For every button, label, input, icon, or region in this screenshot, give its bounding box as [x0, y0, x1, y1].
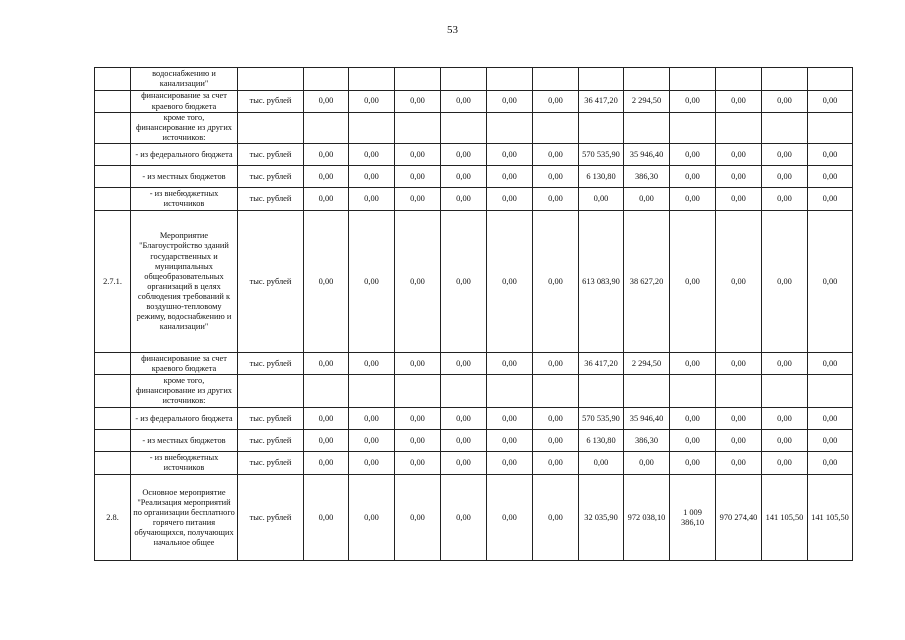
table-row: [95, 408, 853, 430]
value-cell: [395, 113, 441, 144]
table-row: [95, 452, 853, 475]
row-number-cell: 2.7.1.: [95, 211, 131, 353]
value-cell: 0,00: [716, 430, 762, 452]
value-cell: 0,00: [670, 353, 716, 375]
table-row: [95, 91, 853, 113]
value-cell: 2 294,50: [624, 91, 670, 113]
value-cell: [533, 68, 579, 91]
value-cell: 0,00: [808, 211, 853, 353]
description-cell: финансирование за счет краевого бюджета: [131, 353, 238, 375]
value-cell: [304, 113, 349, 144]
value-cell: [579, 68, 624, 91]
value-cell: 0,00: [624, 452, 670, 475]
row-number-cell: [95, 68, 131, 91]
unit-cell: [238, 375, 304, 408]
unit-cell: тыс. рублей: [238, 452, 304, 475]
value-cell: 0,00: [487, 408, 533, 430]
value-cell: 0,00: [441, 166, 487, 188]
value-cell: 6 130,80: [579, 430, 624, 452]
value-cell: [349, 68, 395, 91]
value-cell: [808, 68, 853, 91]
value-cell: 0,00: [808, 91, 853, 113]
table-row: [95, 68, 853, 91]
value-cell: 2 294,50: [624, 353, 670, 375]
value-cell: 0,00: [533, 144, 579, 166]
value-cell: [670, 375, 716, 408]
value-cell: 0,00: [762, 144, 808, 166]
value-cell: 0,00: [304, 452, 349, 475]
value-cell: 0,00: [716, 452, 762, 475]
row-number-cell: [95, 166, 131, 188]
value-cell: 0,00: [533, 452, 579, 475]
value-cell: 0,00: [762, 166, 808, 188]
value-cell: 570 535,90: [579, 408, 624, 430]
value-cell: 0,00: [304, 353, 349, 375]
value-cell: 0,00: [349, 408, 395, 430]
value-cell: 0,00: [716, 166, 762, 188]
value-cell: 0,00: [533, 353, 579, 375]
value-cell: [624, 113, 670, 144]
value-cell: 0,00: [304, 430, 349, 452]
table-row: [95, 375, 853, 408]
value-cell: 0,00: [579, 452, 624, 475]
value-cell: [395, 375, 441, 408]
table-row: [95, 113, 853, 144]
value-cell: [487, 68, 533, 91]
value-cell: 0,00: [487, 353, 533, 375]
value-cell: 0,00: [441, 211, 487, 353]
value-cell: [349, 113, 395, 144]
value-cell: [808, 375, 853, 408]
value-cell: 0,00: [716, 211, 762, 353]
value-cell: 0,00: [487, 452, 533, 475]
value-cell: 0,00: [533, 91, 579, 113]
value-cell: 0,00: [533, 211, 579, 353]
value-cell: 0,00: [441, 452, 487, 475]
value-cell: 0,00: [487, 166, 533, 188]
description-cell: - из федерального бюджета: [131, 144, 238, 166]
description-cell: Основное мероприятие "Реализация мероприятий по организации бесплатного горячего питания обучающихся, получающих начальное общее: [131, 475, 238, 561]
value-cell: 35 946,40: [624, 144, 670, 166]
description-cell: - из внебюджетных источников: [131, 188, 238, 211]
row-number-cell: [95, 408, 131, 430]
value-cell: 35 946,40: [624, 408, 670, 430]
value-cell: 141 105,50: [762, 475, 808, 561]
table-row: [95, 211, 853, 353]
value-cell: 6 130,80: [579, 166, 624, 188]
value-cell: 0,00: [304, 166, 349, 188]
value-cell: 0,00: [670, 452, 716, 475]
value-cell: [716, 375, 762, 408]
value-cell: [441, 68, 487, 91]
value-cell: 1 009 386,10: [670, 475, 716, 561]
value-cell: 0,00: [304, 211, 349, 353]
value-cell: [304, 375, 349, 408]
value-cell: [533, 113, 579, 144]
description-cell: Мероприятие "Благоустройство зданий государственных и муниципальных общеобразовательных организаций в целях соблюдения требований к воздушно-тепловому режиму, водоснабжению и канализации": [131, 211, 238, 353]
value-cell: 0,00: [533, 475, 579, 561]
description-cell: - из местных бюджетов: [131, 166, 238, 188]
unit-cell: тыс. рублей: [238, 188, 304, 211]
value-cell: 386,30: [624, 430, 670, 452]
value-cell: 0,00: [670, 408, 716, 430]
value-cell: 0,00: [304, 91, 349, 113]
value-cell: 0,00: [670, 211, 716, 353]
value-cell: 36 417,20: [579, 353, 624, 375]
unit-cell: тыс. рублей: [238, 408, 304, 430]
value-cell: 0,00: [533, 166, 579, 188]
value-cell: 0,00: [762, 408, 808, 430]
value-cell: [716, 113, 762, 144]
unit-cell: [238, 113, 304, 144]
value-cell: 32 035,90: [579, 475, 624, 561]
value-cell: [670, 68, 716, 91]
value-cell: 0,00: [349, 144, 395, 166]
value-cell: 0,00: [304, 408, 349, 430]
value-cell: 0,00: [808, 166, 853, 188]
value-cell: 0,00: [624, 188, 670, 211]
value-cell: 0,00: [716, 353, 762, 375]
value-cell: 0,00: [808, 144, 853, 166]
value-cell: 0,00: [808, 452, 853, 475]
value-cell: 0,00: [670, 91, 716, 113]
unit-cell: тыс. рублей: [238, 211, 304, 353]
value-cell: 0,00: [395, 452, 441, 475]
value-cell: 0,00: [441, 475, 487, 561]
value-cell: 0,00: [716, 408, 762, 430]
value-cell: 0,00: [349, 211, 395, 353]
unit-cell: тыс. рублей: [238, 91, 304, 113]
unit-cell: тыс. рублей: [238, 144, 304, 166]
value-cell: 0,00: [533, 408, 579, 430]
value-cell: 0,00: [762, 353, 808, 375]
value-cell: [762, 113, 808, 144]
value-cell: [762, 68, 808, 91]
value-cell: [487, 113, 533, 144]
value-cell: 0,00: [441, 144, 487, 166]
value-cell: 0,00: [441, 430, 487, 452]
row-number-cell: 2.8.: [95, 475, 131, 561]
value-cell: 0,00: [395, 188, 441, 211]
value-cell: 0,00: [441, 353, 487, 375]
unit-cell: тыс. рублей: [238, 430, 304, 452]
value-cell: [579, 113, 624, 144]
value-cell: 36 417,20: [579, 91, 624, 113]
value-cell: 0,00: [349, 452, 395, 475]
value-cell: 0,00: [349, 353, 395, 375]
value-cell: 0,00: [670, 166, 716, 188]
value-cell: 0,00: [349, 430, 395, 452]
value-cell: 0,00: [349, 91, 395, 113]
value-cell: 0,00: [395, 144, 441, 166]
value-cell: 0,00: [395, 475, 441, 561]
table-row: [95, 166, 853, 188]
value-cell: [624, 375, 670, 408]
value-cell: 386,30: [624, 166, 670, 188]
value-cell: 0,00: [487, 430, 533, 452]
description-cell: финансирование за счет краевого бюджета: [131, 91, 238, 113]
value-cell: 0,00: [808, 188, 853, 211]
unit-cell: [238, 68, 304, 91]
unit-cell: тыс. рублей: [238, 475, 304, 561]
value-cell: 0,00: [808, 430, 853, 452]
value-cell: 972 038,10: [624, 475, 670, 561]
value-cell: 0,00: [395, 166, 441, 188]
value-cell: [624, 68, 670, 91]
value-cell: 570 535,90: [579, 144, 624, 166]
row-number-cell: [95, 353, 131, 375]
value-cell: 0,00: [670, 144, 716, 166]
value-cell: 141 105,50: [808, 475, 853, 561]
value-cell: 0,00: [533, 188, 579, 211]
value-cell: 0,00: [349, 166, 395, 188]
value-cell: [441, 113, 487, 144]
row-number-cell: [95, 430, 131, 452]
value-cell: 0,00: [395, 408, 441, 430]
value-cell: 0,00: [762, 91, 808, 113]
table-body: [95, 68, 853, 561]
unit-cell: тыс. рублей: [238, 166, 304, 188]
value-cell: 0,00: [487, 475, 533, 561]
description-cell: кроме того, финансирование из других источников:: [131, 375, 238, 408]
page-number: 53: [447, 24, 458, 36]
value-cell: 970 274,40: [716, 475, 762, 561]
value-cell: 0,00: [762, 188, 808, 211]
description-cell: - из внебюджетных источников: [131, 452, 238, 475]
value-cell: 38 627,20: [624, 211, 670, 353]
row-number-cell: [95, 113, 131, 144]
table-row: [95, 144, 853, 166]
value-cell: 0,00: [487, 188, 533, 211]
description-cell: кроме того, финансирование из других источников:: [131, 113, 238, 144]
value-cell: [533, 375, 579, 408]
value-cell: 0,00: [762, 430, 808, 452]
value-cell: [395, 68, 441, 91]
value-cell: 0,00: [716, 144, 762, 166]
table-row: [95, 430, 853, 452]
table-row: [95, 353, 853, 375]
row-number-cell: [95, 452, 131, 475]
value-cell: 0,00: [533, 430, 579, 452]
value-cell: 0,00: [395, 430, 441, 452]
value-cell: 0,00: [808, 353, 853, 375]
value-cell: [670, 113, 716, 144]
value-cell: 0,00: [304, 188, 349, 211]
value-cell: 0,00: [304, 144, 349, 166]
value-cell: 0,00: [349, 188, 395, 211]
value-cell: 0,00: [716, 91, 762, 113]
value-cell: 0,00: [716, 188, 762, 211]
value-cell: 0,00: [487, 144, 533, 166]
table-row: [95, 188, 853, 211]
value-cell: 0,00: [441, 408, 487, 430]
value-cell: 613 083,90: [579, 211, 624, 353]
row-number-cell: [95, 144, 131, 166]
value-cell: 0,00: [762, 452, 808, 475]
value-cell: 0,00: [762, 211, 808, 353]
value-cell: [762, 375, 808, 408]
description-cell: - из федерального бюджета: [131, 408, 238, 430]
value-cell: 0,00: [395, 211, 441, 353]
value-cell: 0,00: [304, 475, 349, 561]
value-cell: 0,00: [808, 408, 853, 430]
value-cell: 0,00: [579, 188, 624, 211]
value-cell: 0,00: [395, 353, 441, 375]
value-cell: 0,00: [487, 91, 533, 113]
value-cell: [808, 113, 853, 144]
value-cell: [716, 68, 762, 91]
table-row: [95, 475, 853, 561]
unit-cell: тыс. рублей: [238, 353, 304, 375]
budget-table: [94, 67, 853, 561]
value-cell: 0,00: [349, 475, 395, 561]
row-number-cell: [95, 91, 131, 113]
row-number-cell: [95, 188, 131, 211]
description-cell: водоснабжению и канализации": [131, 68, 238, 91]
value-cell: 0,00: [441, 91, 487, 113]
value-cell: [304, 68, 349, 91]
value-cell: [349, 375, 395, 408]
value-cell: [487, 375, 533, 408]
value-cell: 0,00: [441, 188, 487, 211]
value-cell: 0,00: [395, 91, 441, 113]
value-cell: [579, 375, 624, 408]
row-number-cell: [95, 375, 131, 408]
value-cell: 0,00: [670, 430, 716, 452]
value-cell: 0,00: [670, 188, 716, 211]
description-cell: - из местных бюджетов: [131, 430, 238, 452]
value-cell: [441, 375, 487, 408]
value-cell: 0,00: [487, 211, 533, 353]
